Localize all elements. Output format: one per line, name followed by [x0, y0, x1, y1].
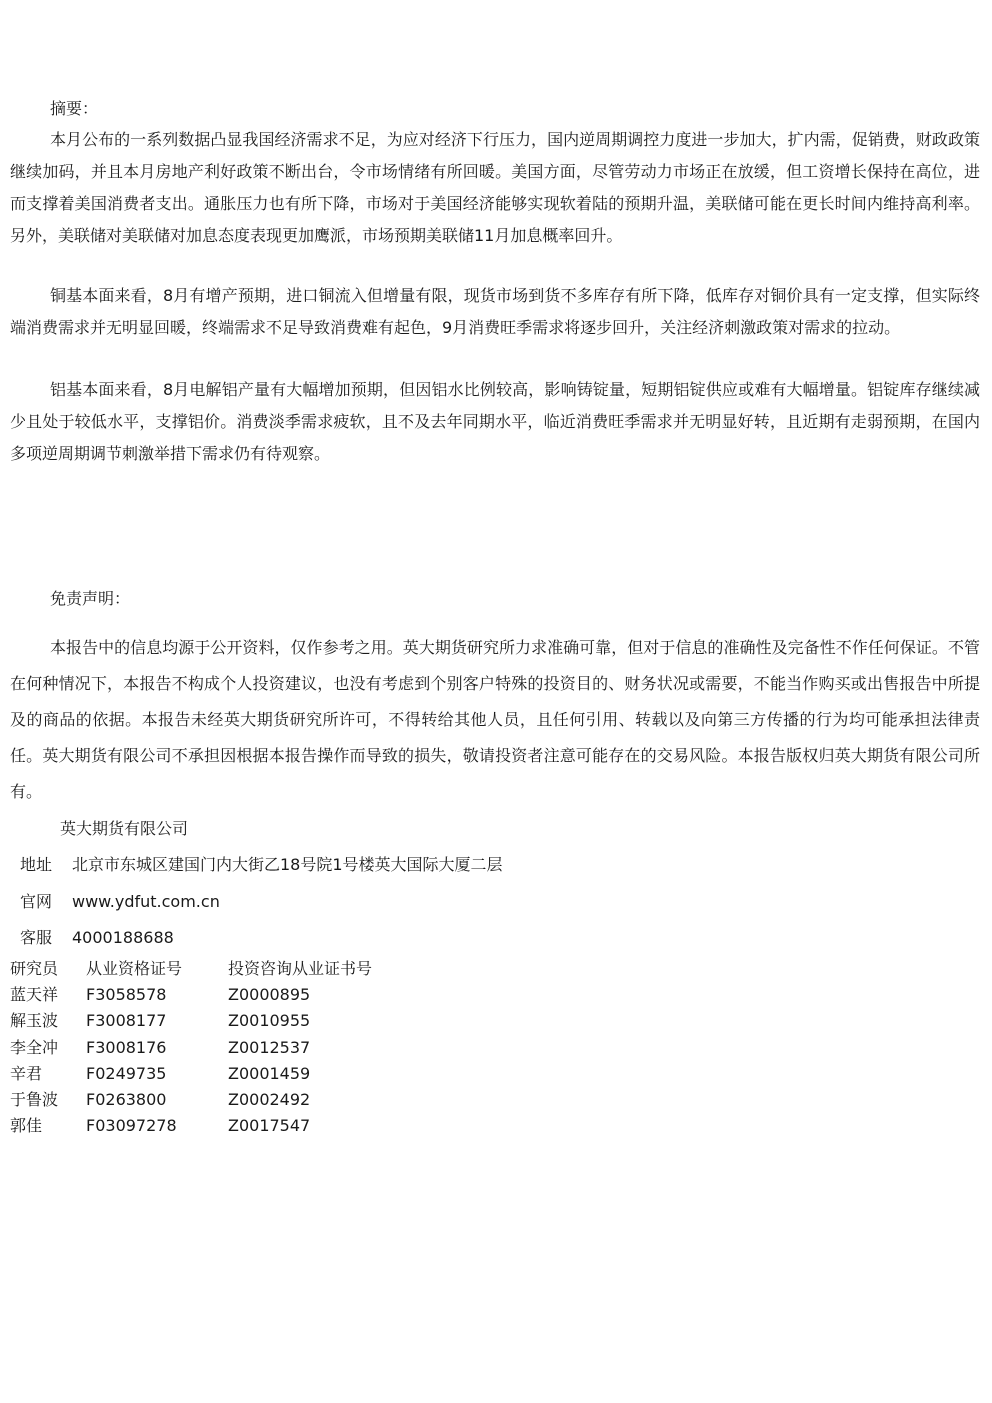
header-qualification: 从业资格证号	[86, 959, 183, 978]
disclaimer-text: 本报告中的信息均源于公开资料，仅作参考之用。英大期货研究所力求准确可靠，但对于信息的准确性及完备性不作任何保证。不管在何种情况下，本报告不构成个人投资建议，也没有考虑到个别客户特殊的投资目的、财务状况或需要，不能当作购买或出售报告中所提及的商品的依据。本报告未经英大期货研究所许可，不得转给其他人员，且任何引用、转载以及向第三方传播的行为均可能承担法律责任。英大期货有限公司不承担因根据本报告操作而导致的损失，敬请投资者注意可能存在的交易风险。本报告版权归英大期货有限公司所有。	[10, 638, 980, 801]
disclaimer-heading: 免责声明：	[50, 589, 131, 608]
summary-paragraph-macro: 本月公布的一系列数据凸显我国经济需求不足，为应对经济下行压力，国内逆周期调控力度进一步加大，扩内需，促销费，财政政策继续加码，并且本月房地产利好政策不断出台，令市场情绪有所回暖。美国方面，尽管劳动力市场正在放缓，但工资增长保持在高位，进而支撑着美国消费者支出。通胀压力也有所下降，市场对于美国经济能够实现软着陆的预期升温，美联储可能在更长时间内维持高利率。另外，美联储对美联储对加息态度表现更加鹰派，市场预期美联储11月加息概率回升。	[10, 130, 980, 245]
researcher-name: 郭佳	[10, 1116, 43, 1136]
table-header-row	[10, 956, 372, 982]
qualification-number: F0263800	[86, 1089, 167, 1109]
researcher-name: 辛君	[10, 1063, 43, 1083]
header-consulting-cert: 投资咨询从业证书号	[228, 959, 373, 978]
address-row	[20, 854, 503, 876]
researcher-name: 李全冲	[10, 1037, 59, 1057]
researcher-name: 解玉波	[10, 1011, 59, 1031]
service-label: 客服	[20, 928, 53, 947]
researcher-name: 于鲁波	[10, 1089, 59, 1109]
qualification-number: F0249735	[86, 1063, 167, 1083]
researcher-name: 蓝天祥	[10, 985, 59, 1005]
table-row	[10, 982, 372, 1008]
consulting-cert-number: Z0000895	[228, 985, 311, 1005]
service-value: 4000188688	[72, 928, 174, 947]
qualification-number: F3008177	[86, 1011, 167, 1031]
website-row	[20, 891, 220, 913]
consulting-cert-number: Z0002492	[228, 1089, 311, 1109]
header-researcher: 研究员	[10, 959, 59, 978]
company-name: 英大期货有限公司	[60, 819, 189, 838]
table-row	[10, 1008, 372, 1034]
consulting-cert-number: Z0012537	[228, 1037, 311, 1057]
qualification-number: F3008176	[86, 1037, 167, 1057]
summary-heading: 摘要：	[50, 99, 99, 118]
researcher-table	[10, 956, 372, 1139]
consulting-cert-number: Z0001459	[228, 1063, 311, 1083]
table-row	[10, 1113, 372, 1139]
summary-paragraph-aluminum: 铝基本面来看，8月电解铝产量有大幅增加预期，但因铝水比例较高，影响铸锭量，短期铝锭供应或难有大幅增量。铝锭库存继续减少且处于较低水平，支撑铝价。消费淡季需求疲软，且不及去年同期水平，临近消费旺季需求并无明显好转，且近期有走弱预期，在国内多项逆周期调节刺激举措下需求仍有待观察。	[10, 380, 980, 463]
qualification-number: F03097278	[86, 1116, 177, 1136]
table-row	[10, 1035, 372, 1061]
consulting-cert-number: Z0017547	[228, 1116, 311, 1136]
service-row	[20, 927, 174, 949]
table-row	[10, 1087, 372, 1113]
qualification-number: F3058578	[86, 985, 167, 1005]
website-label: 官网	[20, 892, 53, 911]
consulting-cert-number: Z0010955	[228, 1011, 311, 1031]
summary-paragraph-copper: 铜基本面来看，8月有增产预期，进口铜流入但增量有限，现货市场到货不多库存有所下降，低库存对铜价具有一定支撑，但实际终端消费需求并无明显回暖，终端需求不足导致消费难有起色，9月消费旺季需求将逐步回升，关注经济刺激政策对需求的拉动。	[10, 286, 980, 337]
address-value: 北京市东城区建国门内大街乙18号院1号楼英大国际大厦二层	[72, 855, 503, 874]
address-label: 地址	[20, 855, 53, 874]
table-row	[10, 1061, 372, 1087]
website-value: www.ydfut.com.cn	[72, 892, 220, 911]
